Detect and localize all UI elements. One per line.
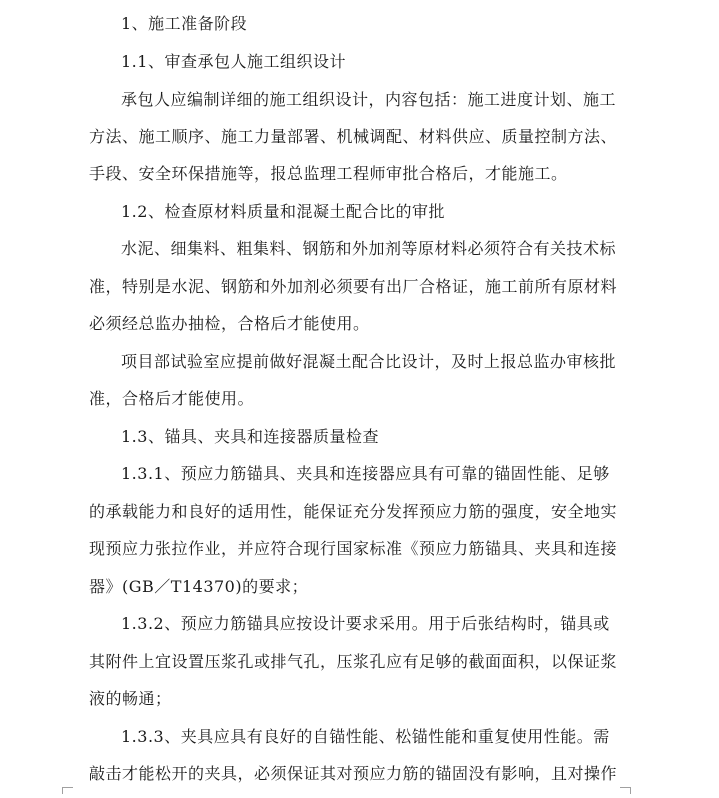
paragraph-line: 液的畅通；	[89, 689, 172, 708]
paragraph-line: 方法、施工顺序、施工力量部署、机械调配、材料供应、质量控制方法、	[89, 127, 618, 146]
paragraph-line: 现预应力张拉作业，并应符合现行国家标准《预应力筋锚具、夹具和连接	[89, 539, 618, 558]
paragraph-line: 1.3.2、预应力筋锚具应按设计要求采用。用于后张结构时，锚具或	[121, 614, 610, 633]
paragraph-line: 承包人应编制详细的施工组织设计，内容包括：施工进度计划、施工	[121, 90, 617, 109]
paragraph-line: 其附件上宜设置压浆孔或排气孔，压浆孔应有足够的截面面积，以保证浆	[89, 652, 618, 671]
paragraph-line: 的承载能力和良好的适用性，能保证充分发挥预应力筋的强度，安全地实	[89, 502, 618, 521]
subheading-1-2: 1.2、检查原材料质量和混凝土配合比的审批	[121, 202, 445, 221]
subheading-1-1: 1.1、审查承包人施工组织设计	[121, 52, 346, 71]
paragraph-line: 敲击才能松开的夹具，必须保证其对预应力筋的锚固没有影响，且对操作	[89, 764, 618, 783]
paragraph-line: 器》(GB／T14370)的要求；	[89, 577, 309, 596]
paragraph-line: 准，合格后才能使用。	[89, 389, 255, 408]
paragraph-line: 1.3.1、预应力筋锚具、夹具和连接器应具有可靠的锚固性能、足够	[121, 464, 610, 483]
page-corner-mark-left	[62, 787, 73, 794]
paragraph-line: 项目部试验室应提前做好混凝土配合比设计，及时上报总监办审核批	[121, 352, 617, 371]
heading-construction-preparation: 1、施工准备阶段	[121, 14, 248, 33]
paragraph-line: 准，特别是水泥、钢筋和外加剂必须要有出厂合格证，施工前所有原材料	[89, 277, 618, 296]
subheading-1-3: 1.3、锚具、夹具和连接器质量检查	[121, 427, 379, 446]
paragraph-line: 必须经总监办抽检，合格后才能使用。	[89, 314, 370, 333]
paragraph-line: 1.3.3、夹具应具有良好的自锚性能、松锚性能和重复使用性能。需	[121, 727, 610, 746]
paragraph-line: 手段、安全环保措施等，报总监理工程师审批合格后，才能施工。	[89, 164, 568, 183]
page-corner-mark-right	[620, 787, 631, 794]
paragraph-line: 水泥、细集料、粗集料、钢筋和外加剂等原材料必须符合有关技术标	[121, 239, 617, 258]
